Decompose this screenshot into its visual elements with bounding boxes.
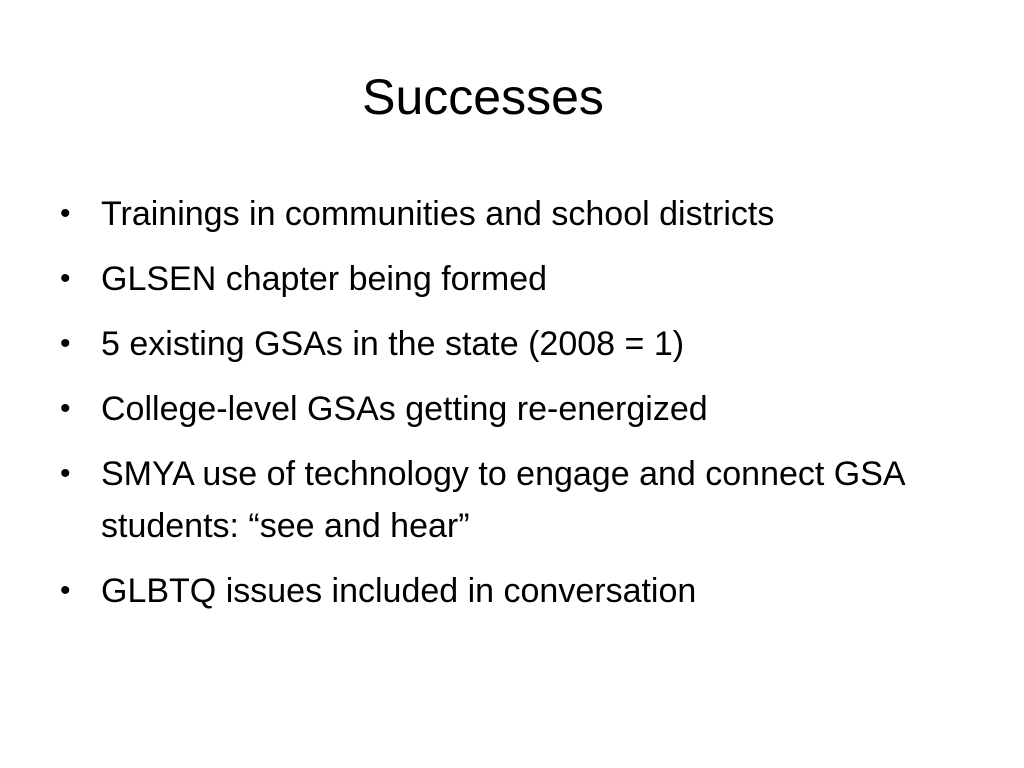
bullet-dot-icon: • xyxy=(60,262,71,295)
bullet-list xyxy=(60,188,980,630)
bullet-item xyxy=(60,253,980,305)
bullet-dot-icon: • xyxy=(60,392,71,425)
bullet-item xyxy=(60,565,980,617)
bullet-text: GLSEN chapter being formed xyxy=(101,260,548,298)
bullet-dot-icon: • xyxy=(60,327,71,360)
bullet-item xyxy=(60,448,980,552)
bullet-item xyxy=(60,188,980,240)
bullet-text: GLBTQ issues included in conversation xyxy=(101,572,697,610)
bullet-text: SMYA use of technology to engage and connect GSA students: “see and hear” xyxy=(101,455,904,545)
bullet-text: 5 existing GSAs in the state (2008 = 1) xyxy=(101,325,685,363)
slide-title: Successes xyxy=(362,69,604,125)
bullet-item xyxy=(60,318,980,370)
bullet-dot-icon: • xyxy=(60,457,71,490)
bullet-item xyxy=(60,383,980,435)
bullet-text: College-level GSAs getting re-energized xyxy=(101,390,708,428)
bullet-dot-icon: • xyxy=(60,574,71,607)
bullet-text: Trainings in communities and school districts xyxy=(101,195,775,233)
bullet-dot-icon: • xyxy=(60,197,71,230)
